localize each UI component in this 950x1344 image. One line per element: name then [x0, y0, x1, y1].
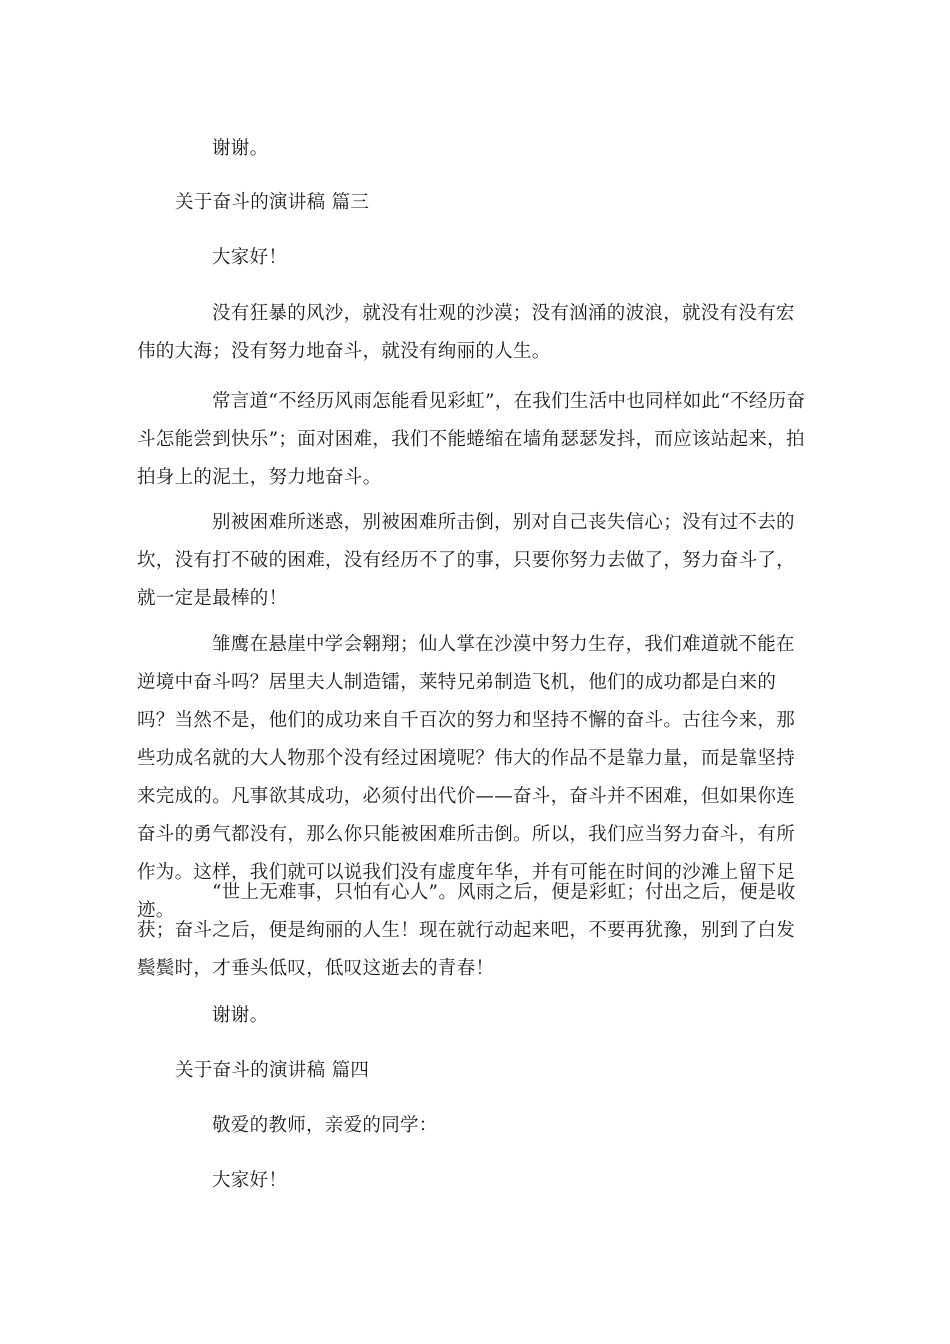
section-heading-4: 关于奋斗的演讲稿 篇四 [175, 1060, 370, 1081]
paragraph-salutation: 敬爱的教师，亲爱的同学： [212, 1115, 438, 1136]
paragraph-2: 常言道“不经历风雨怎能看见彩虹”，在我们生活中也同样如此“不经历奋斗怎能尝到快乐”；面对困难，我们不能蜷缩在墙角瑟瑟发抖，而应该站起来，拍拍身上的泥土，努力地奋斗。 [137, 391, 806, 488]
paragraph-5: “世上无难事，只怕有心人”。风雨之后，便是彩虹；付出之后，便是收获；奋斗之后，便是绚丽的人生！现在就行动起来吧，不要再犹豫，别到了白发鬓鬓时，才垂头低叹，低叹这逝去的青春！ [137, 882, 796, 979]
paragraph-1: 没有狂暴的风沙，就没有壮观的沙漠；没有汹涌的波浪，就没有没有宏伟的大海；没有努力地奋斗，就没有绚丽的人生。 [137, 303, 795, 362]
paragraph-4: 雏鹰在悬崖中学会翱翔；仙人掌在沙漠中努力生存，我们难道就不能在逆境中奋斗吗？居里夫人制造镭，莱特兄弟制造飞机，他们的成功都是白来的吗？当然不是，他们的成功来自千百次的努力和坚持不懈的奋斗。古往今来，那些功成名就的大人物那个没有经过困境呢？伟大的作品不是靠力量，而是靠坚持来完成的。凡事欲其成功，必须付出代价——奋斗，奋斗并不困难，但如果你连奋斗的勇气都没有，那么你只能被困难所击倒。所以，我们应当努力奋斗，有所作为。这样，我们就可以说我们没有虚度年华，并有可能在时间的沙滩上留下足迹。 [137, 634, 796, 921]
paragraph-thanks-1: 谢谢。 [212, 138, 269, 159]
paragraph-greeting-2: 大家好！ [212, 1170, 288, 1191]
section-heading-3: 关于奋斗的演讲稿 篇三 [175, 192, 370, 213]
paragraph-thanks-2: 谢谢。 [212, 1005, 269, 1026]
paragraph-3: 别被困难所迷惑，别被困难所击倒，别对自己丧失信心；没有过不去的坎，没有打不破的困难，没有经历不了的事，只要你努力去做了，努力奋斗了，就一定是最棒的！ [137, 512, 796, 609]
paragraph-greeting-1: 大家好！ [212, 247, 288, 268]
